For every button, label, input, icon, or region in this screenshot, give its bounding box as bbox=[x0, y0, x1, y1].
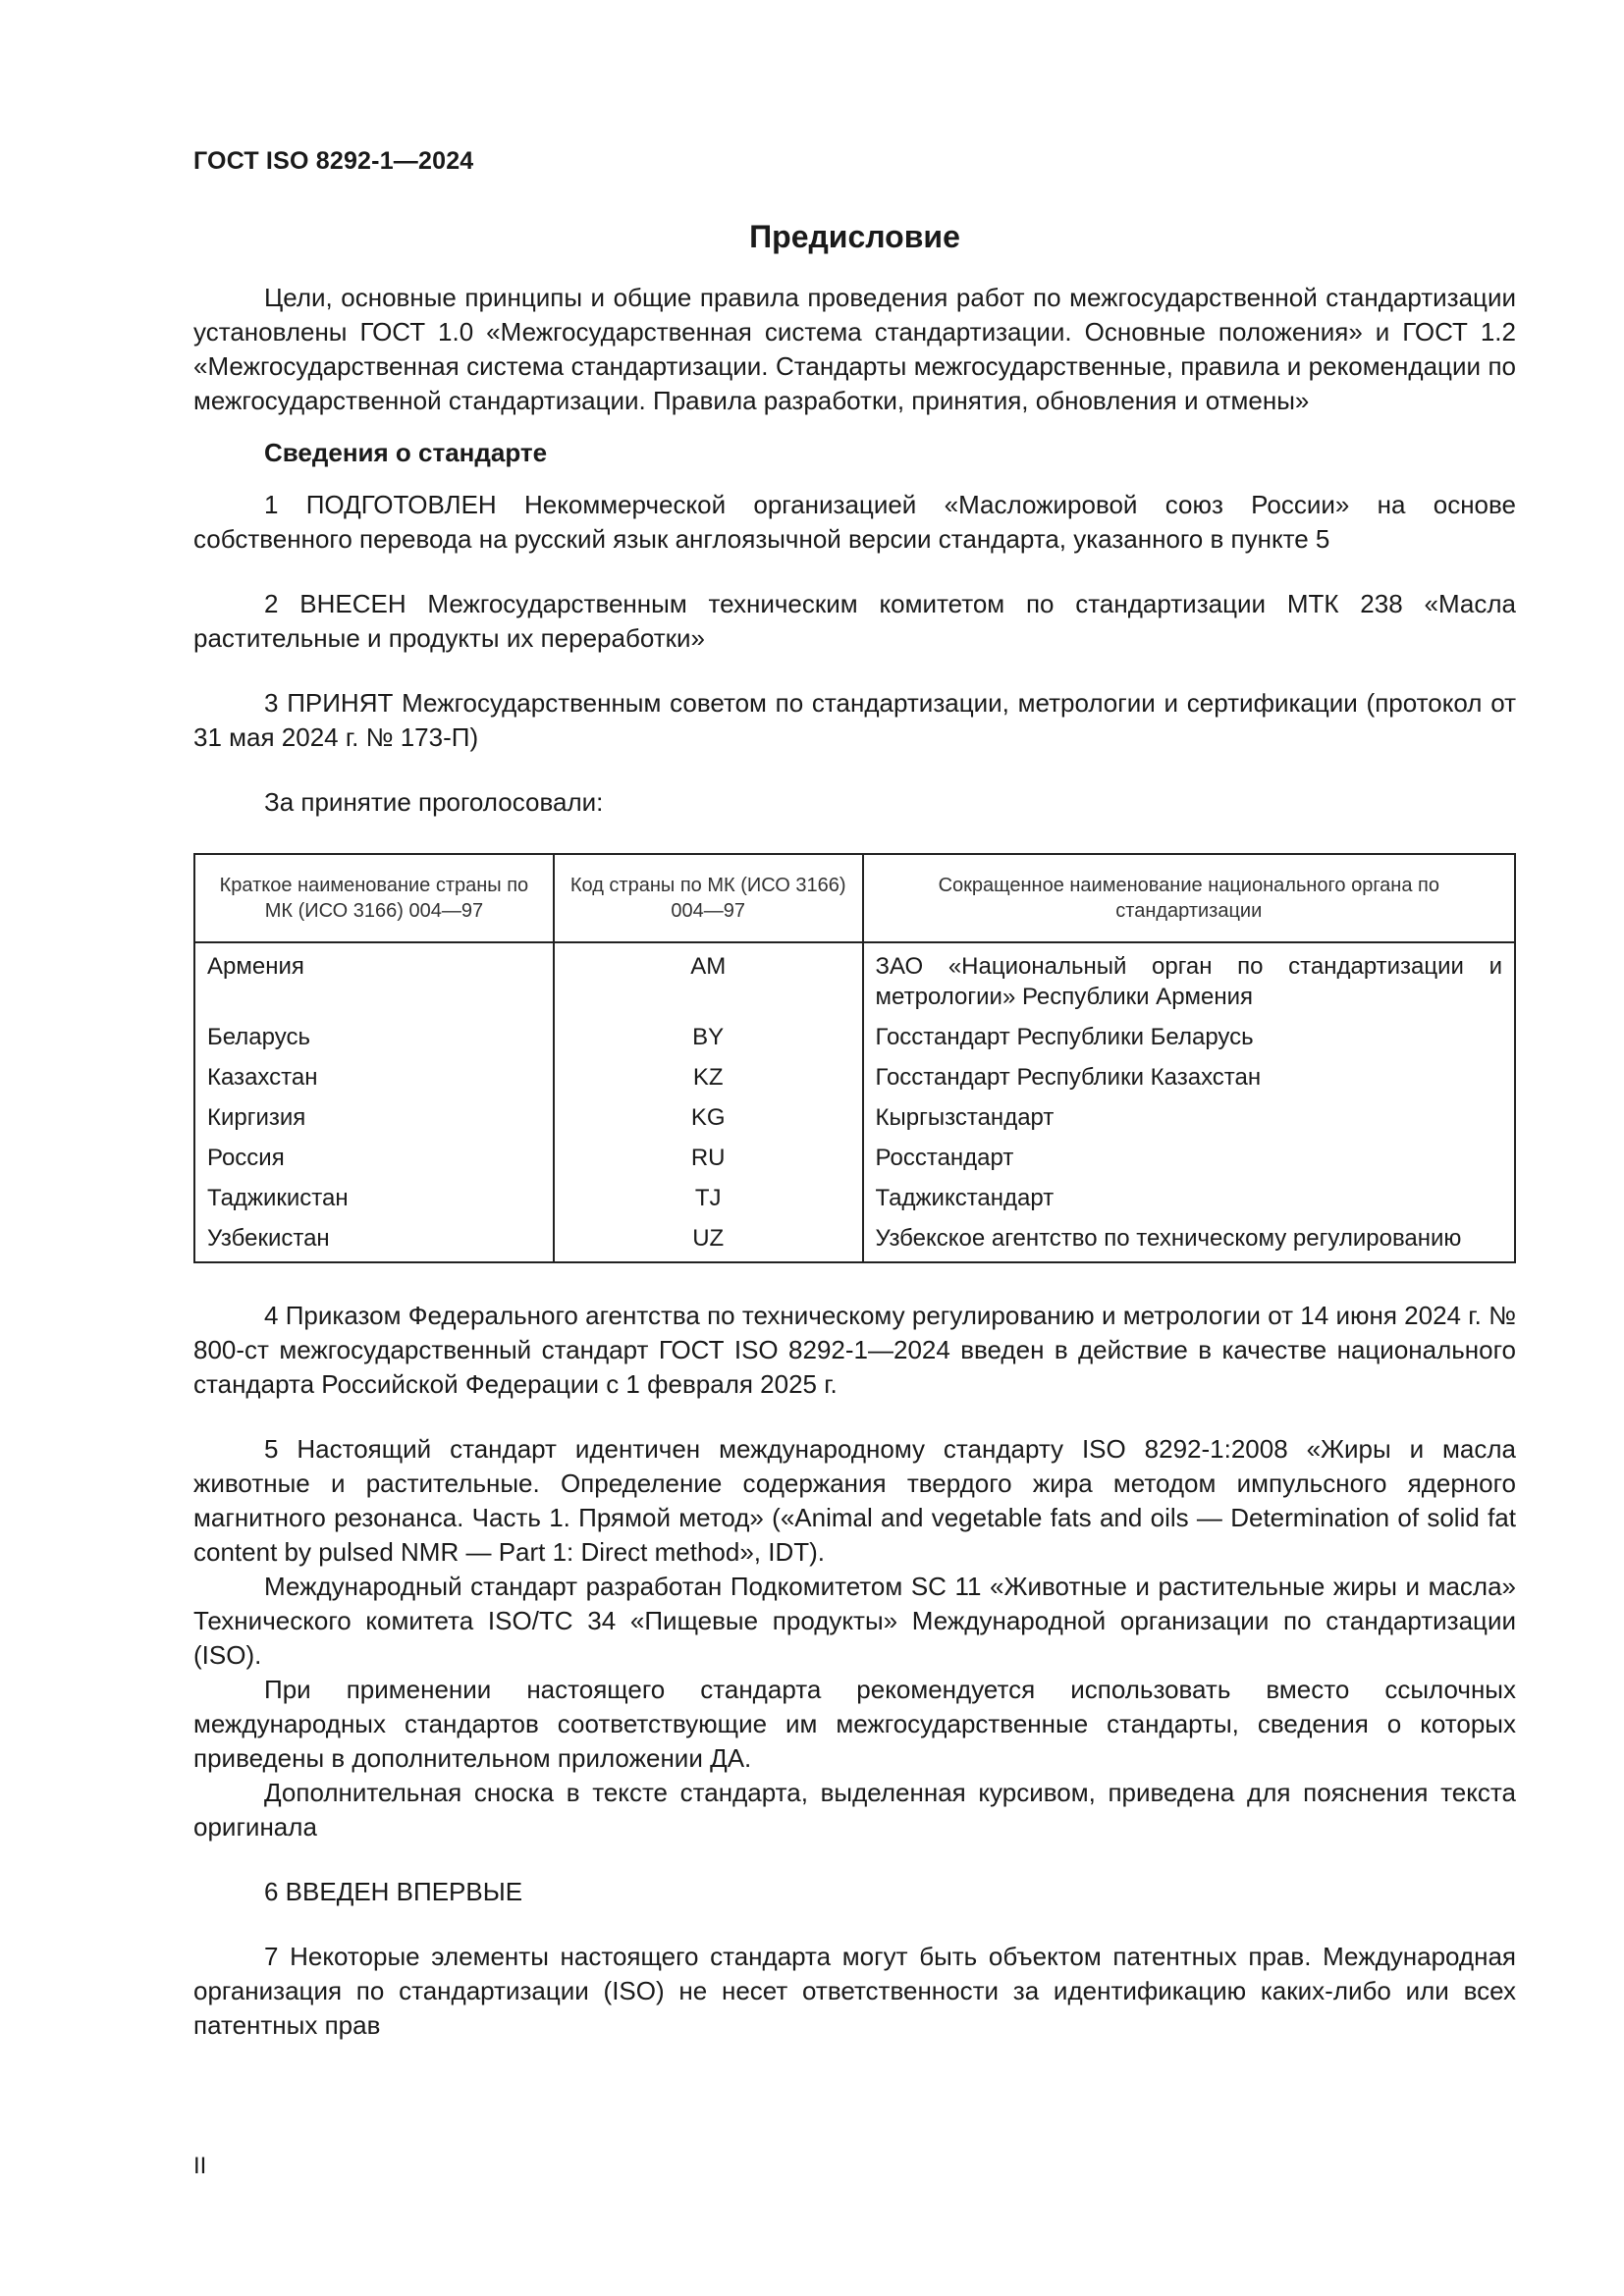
item-5-continuation-1: Международный стандарт разработан Подкомитетом SC 11 «Животные и растительные жиры и масла» Технического комитета ISO/TC 34 «Пищевые продукты» Международной организации по стандартизации (ISO). bbox=[193, 1572, 1516, 1670]
table-row bbox=[194, 1218, 1515, 1262]
table-row bbox=[194, 1057, 1515, 1097]
item-5-paragraph: 5 Настоящий стандарт идентичен международному стандарту ISO 8292-1:2008 «Жиры и масла животные и растительные. Определение содержания твердого жира методом импульсного ядерного магнитного резонанса. Часть 1. Прямой метод» («Animal and vegetable fats and oils — Determination of solid fat content by pulsed NMR — Part 1: Direct method», IDT). bbox=[193, 1434, 1516, 1567]
table-row bbox=[194, 1017, 1515, 1057]
body-cell: Узбекское агентство по техническому регулированию bbox=[875, 1225, 1462, 1252]
body-cell: Госстандарт Республики Беларусь bbox=[875, 1024, 1254, 1050]
document-code: ГОСТ ISO 8292-1—2024 bbox=[193, 147, 474, 175]
column-header-country: Краткое наименование страны по МК (ИСО 3166) 004—97 bbox=[194, 854, 554, 942]
body-cell: Таджикстандарт bbox=[875, 1185, 1055, 1211]
page-title: Предисловие bbox=[749, 219, 960, 254]
document-page bbox=[193, 147, 1516, 2043]
column-header-code: Код страны по МК (ИСО 3166) 004—97 bbox=[554, 854, 863, 942]
section-heading: Сведения о стандарте bbox=[264, 438, 548, 467]
country-cell: Армения bbox=[194, 942, 554, 1017]
code-cell: RU bbox=[554, 1138, 863, 1178]
table-row bbox=[194, 1138, 1515, 1178]
code-cell: AM bbox=[554, 942, 863, 1017]
country-cell: Беларусь bbox=[194, 1017, 554, 1057]
body-cell: Кыргызстандарт bbox=[875, 1104, 1055, 1131]
code-cell: KZ bbox=[554, 1057, 863, 1097]
country-cell: Таджикистан bbox=[194, 1178, 554, 1218]
vote-table bbox=[193, 853, 1516, 1263]
vote-intro: За принятие проголосовали: bbox=[264, 787, 604, 817]
item-4-paragraph: 4 Приказом Федерального агентства по техническому регулированию и метрологии от 14 июня 2024 г. № 800-ст межгосударственный стандарт ГОСТ ISO 8292-1—2024 введен в действие в качестве национального стандарта Российской Федерации с 1 февраля 2025 г. bbox=[193, 1301, 1516, 1399]
vote-table-header-row bbox=[194, 854, 1515, 942]
table-row bbox=[194, 1178, 1515, 1218]
item-5-continuation-2: При применении настоящего стандарта рекомендуется использовать вместо ссылочных международных стандартов соответствующие им межгосударственные стандарты, сведения о которых приведены в дополнительном приложении ДА. bbox=[193, 1675, 1516, 1773]
item-6-paragraph: 6 ВВЕДЕН ВПЕРВЫЕ bbox=[264, 1877, 523, 1906]
body-cell: Госстандарт Республики Казахстан bbox=[875, 1064, 1262, 1091]
item-1-paragraph: 1 ПОДГОТОВЛЕН Некоммерческой организацией «Масложировой союз России» на основе собственного перевода на русский язык англоязычной версии стандарта, указанного в пункте 5 bbox=[193, 490, 1516, 554]
code-cell: TJ bbox=[554, 1178, 863, 1218]
code-cell: KG bbox=[554, 1097, 863, 1138]
code-cell: BY bbox=[554, 1017, 863, 1057]
country-cell: Киргизия bbox=[194, 1097, 554, 1138]
item-5-continuation-3: Дополнительная сноска в тексте стандарта, выделенная курсивом, приведена для пояснения текста оригинала bbox=[193, 1778, 1516, 1842]
code-cell: UZ bbox=[554, 1218, 863, 1262]
item-2-paragraph: 2 ВНЕСЕН Межгосударственным техническим комитетом по стандартизации МТК 238 «Масла растительные и продукты их переработки» bbox=[193, 589, 1516, 653]
country-cell: Казахстан bbox=[194, 1057, 554, 1097]
country-cell: Россия bbox=[194, 1138, 554, 1178]
page-number: II bbox=[193, 2153, 207, 2179]
item-3-paragraph: 3 ПРИНЯТ Межгосударственным советом по стандартизации, метрологии и сертификации (протокол от 31 мая 2024 г. № 173-П) bbox=[193, 688, 1516, 752]
item-7-paragraph: 7 Некоторые элементы настоящего стандарта могут быть объектом патентных прав. Международная организация по стандартизации (ISO) не несет ответственности за идентификацию каких-либо или всех патентных прав bbox=[193, 1942, 1516, 2040]
table-row bbox=[194, 1097, 1515, 1138]
table-row bbox=[194, 942, 1515, 1017]
intro-paragraph: Цели, основные принципы и общие правила проведения работ по межгосударственной стандартизации установлены ГОСТ 1.0 «Межгосударственная система стандартизации. Основные положения» и ГОСТ 1.2 «Межгосударственная система стандартизации. Стандарты межгосударственные, правила и рекомендации по межгосударственной стандартизации. Правила разработки, принятия, обновления и отмены» bbox=[193, 283, 1516, 415]
body-cell: ЗАО «Национальный орган по стандартизации и метрологии» Республики Армения bbox=[875, 953, 1502, 1010]
column-header-body: Сокращенное наименование национального органа по стандартизации bbox=[863, 854, 1515, 942]
country-cell: Узбекистан bbox=[194, 1218, 554, 1262]
body-cell: Росстандарт bbox=[875, 1145, 1014, 1171]
